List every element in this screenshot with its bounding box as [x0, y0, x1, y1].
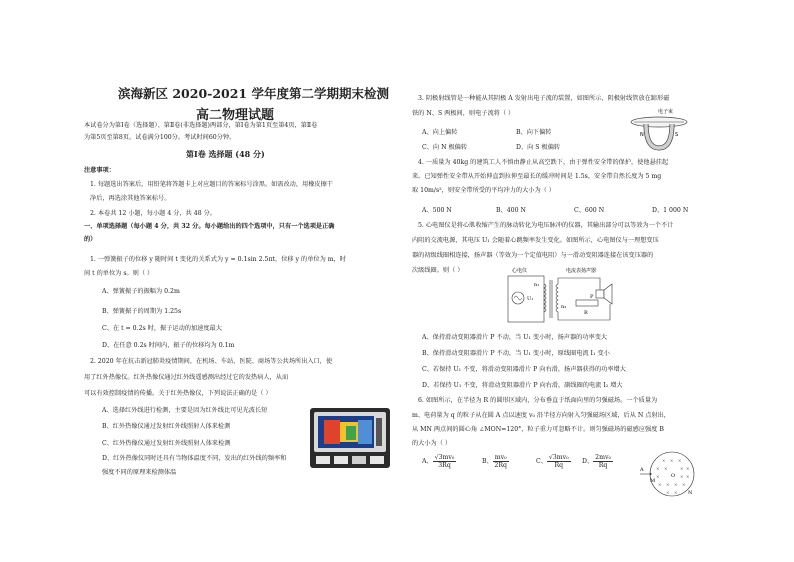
q5-option-a: A、保持滑动变阻器滑片 P 不动，当 U₁ 变小时，扬声器的功率变大 — [422, 334, 608, 341]
svg-text:×: × — [682, 482, 686, 487]
q4-option-c: C、600 N — [574, 207, 605, 214]
exam-subtitle: 高二物理试题 — [196, 108, 275, 123]
svg-text:×: × — [664, 466, 668, 471]
q4-option-a: A、500 N — [422, 207, 452, 214]
q2-option-c: C、红外热像仪通过发射红外线照射人体来检测 — [102, 440, 231, 447]
svg-text:×: × — [666, 482, 670, 487]
svg-text:×: × — [662, 458, 666, 463]
q4-option-d: D、1 000 N — [652, 207, 689, 214]
q4-stem-2: 来。已知弹性安全带从开始伸直到拉伸至最长的缓冲时间是 1.5s，安全带自然长度为 5 mg — [412, 173, 662, 180]
svg-text:×: × — [686, 474, 690, 479]
q3-option-b: B、向下偏转 — [516, 129, 552, 136]
q1-stem-1: 1. 一弹簧振子的位移 y 随时间 t 变化的关系式为 y = 0.1sin 2.5πt，位移 y 的单位为 m，时 — [90, 256, 346, 263]
q6-option-d: D、 $\frac{\text{2mv₀}}{Rq}$ — [582, 454, 611, 469]
q3-option-c: C、向 N 极偏转 — [422, 144, 468, 151]
q5-option-b: B、保持滑动变阻器滑片 P 不动，当 U₁ 变小时，原线圈电流 I₁ 变小 — [422, 350, 610, 357]
q2-stem-1: 2. 2020 年在抗击新冠肺炎疫情期间，在机场、车站、医院、商场等公共场所出入口，使 — [90, 358, 333, 365]
q6-option-a: A、 $\frac{\text{√3mv₀}}{3Rq}$ — [422, 454, 455, 469]
q3-option-a: A、向上偏转 — [422, 129, 458, 136]
q1-option-b: B、弹簧振子的周期为 1.25s — [102, 308, 182, 315]
q1-stem-2: 间 t 的单位为 s。则（ ） — [84, 270, 154, 277]
q5-stem-1: 5. 心电图仪是将心肌收缩产生的脉动转化为电压脉冲的仪器，其输出部分可以等效为一个不计 — [418, 222, 674, 229]
notice-line-2: 净后，再选涂其他答案标号。 — [90, 195, 171, 202]
q6-stem-4: 的大小为（ ） — [412, 440, 452, 447]
r-label: R — [584, 310, 588, 316]
cathode-ray-tube-figure — [624, 106, 694, 152]
q3-stem-2: 铁的 N、S 两极间，则电子流将（ ） — [412, 110, 515, 117]
q6-stem-1: 6. 如图所示，在半径为 R 的圆形区域内，分布垂直于纸面向里的匀强磁场。一个质量为 — [418, 397, 658, 404]
q1-option-d: D、在任意 0.2s 时间内，振子的位移均为 0.1m — [102, 342, 235, 349]
q2-option-a: A、选择红外线进行检测，主要是因为红外线比可见光波长短 — [102, 407, 268, 414]
svg-text:×: × — [674, 482, 678, 487]
point-o-label: O — [671, 473, 676, 479]
section-title: 第Ⅰ卷 选择题 (48 分) — [186, 149, 265, 159]
q6-option-b: B、 $\frac{\text{mv₀}}{2Rq}$ — [482, 454, 507, 469]
magnetic-field-figure — [638, 446, 700, 502]
q4-option-b: B、400 N — [496, 207, 526, 214]
svg-text:×: × — [686, 466, 690, 471]
svg-text:×: × — [678, 458, 682, 463]
q3-option-d: D、向 S 极偏转 — [516, 144, 561, 151]
notice-line-1: 1. 每题选出答案后，用铅笔将答题卡上对应题目的答案标号涂黑。如需改动，用橡皮擦干 — [90, 181, 333, 188]
p-label: P — [590, 294, 594, 300]
q6-option-c: C、 $\frac{\text{√3mv₀}}{Rq}$ — [536, 454, 569, 469]
q2-option-b: B、红外热像仪通过发射红外线照射人体来检测 — [102, 423, 231, 430]
ecg-label: 心电仪 — [512, 268, 528, 274]
svg-text:×: × — [666, 490, 670, 495]
svg-text:×: × — [658, 482, 662, 487]
svg-text:×: × — [656, 474, 660, 479]
q5-stem-4: 次级线圈。则（ ） — [412, 267, 464, 274]
q4-stem-3: 取 10m/s²，则安全带所受的平均冲力的大小为（ ） — [412, 187, 555, 194]
thermal-camera-image — [310, 408, 390, 468]
q6-stem-2: m、电荷量为 q 的粒子从在圆 A 点以速度 v₀ 沿半径方向射入匀强磁场区域，后从 N 点射出， — [412, 412, 670, 419]
n2-label: n₂ — [561, 304, 567, 310]
svg-text:×: × — [680, 474, 684, 479]
q2-option-d: D、红外热像仪同时还具有当物体温度不同，发出的红外线的频率和 — [102, 455, 287, 462]
intro-line-1: 本试卷分为第Ⅰ卷（选择题）、第Ⅱ卷(非选择题)两部分，第Ⅰ卷为第1页至第4页，第Ⅱ卷 — [84, 122, 318, 129]
exam-title: 滨海新区 2020-2021 学年度第二学期期末检测 — [118, 86, 389, 101]
transformer-circuit-figure — [504, 264, 634, 326]
q2-stem-3: 可以有效控制疫情的传播。关于红外热像仪，下列说法正确的是（ ） — [84, 390, 272, 397]
point-n-label: N — [688, 490, 693, 496]
svg-text:×: × — [674, 490, 678, 495]
intro-line-2: 为第5页至第8页。试卷满分100分。考试时间60分钟。 — [84, 134, 236, 141]
meter-speaker-label: 电流表扬声器 — [566, 268, 597, 274]
part1-heading: 一、单项选择题（每小题 4 分，共 32 分。每小题给出的四个选项中，只有一个选项是正确 — [84, 223, 335, 230]
q5-option-c: C、若保持 U₁ 不变，将滑动变阻器滑片 P 向右滑，扬声器获得的功率增大 — [422, 366, 626, 373]
q5-stem-3: 器的初级线圈相连接，扬声器（等效为一个定值电阻）与一滑动变阻器连接在该变压器的 — [412, 252, 654, 259]
electron-beam-label: 电子束 — [658, 109, 674, 115]
notice-title: 注意事项： — [84, 167, 115, 174]
q5-option-d: D、若保持 U₁ 不变，将滑动变阻器滑片 P 向右滑，副线圈的电流 I₂ 增大 — [422, 382, 623, 389]
q6-stem-3: 从 MN 两点间的圆心角 ∠MON=120°，粒子重力可忽略不计。则匀强磁场的磁感应强度 B — [412, 426, 664, 433]
q2-option-d-cont: 强度不同的原理来检测体温 — [102, 469, 177, 476]
q1-option-c: C、在 t = 0.2s 时，振子运动的加速度最大 — [102, 325, 222, 332]
svg-text:×: × — [656, 466, 660, 471]
svg-text:N: N — [640, 132, 644, 138]
q2-stem-2: 用了红外热像仪。红外热像仪通过红外线遥感测出经过它的发热病人，从而 — [84, 374, 289, 381]
notice-line-3: 2. 本卷共 12 小题，每小题 4 分，共 48 分。 — [90, 210, 216, 217]
part1-heading-cont: 的） — [84, 236, 97, 243]
u1-label: U₁ — [527, 296, 534, 302]
n1-label: n₁ — [534, 282, 540, 288]
point-a-label: A — [640, 467, 644, 473]
q4-stem-1: 4. 一质量为 40kg 的建筑工人不慎由静止从高空跌下，由于弹性安全带的保护，使他悬挂起 — [418, 159, 669, 166]
q5-stem-2: 内阻的交流电源，其电压 U₁ 会随着心跳频率发生变化。如图所示，心电图仪与一理想变压 — [412, 237, 659, 244]
point-m-label: M — [650, 478, 656, 484]
svg-text:×: × — [680, 466, 684, 471]
q1-option-a: A、弹簧振子的振幅为 0.2m — [102, 288, 180, 295]
q3-stem-1: 3. 阴极射线管是一种能从其阴极 A 发射出电子流的装置，如图所示，阴极射线管放在蹄形磁 — [418, 95, 670, 102]
svg-text:×: × — [670, 458, 674, 463]
svg-text:S: S — [675, 132, 679, 138]
